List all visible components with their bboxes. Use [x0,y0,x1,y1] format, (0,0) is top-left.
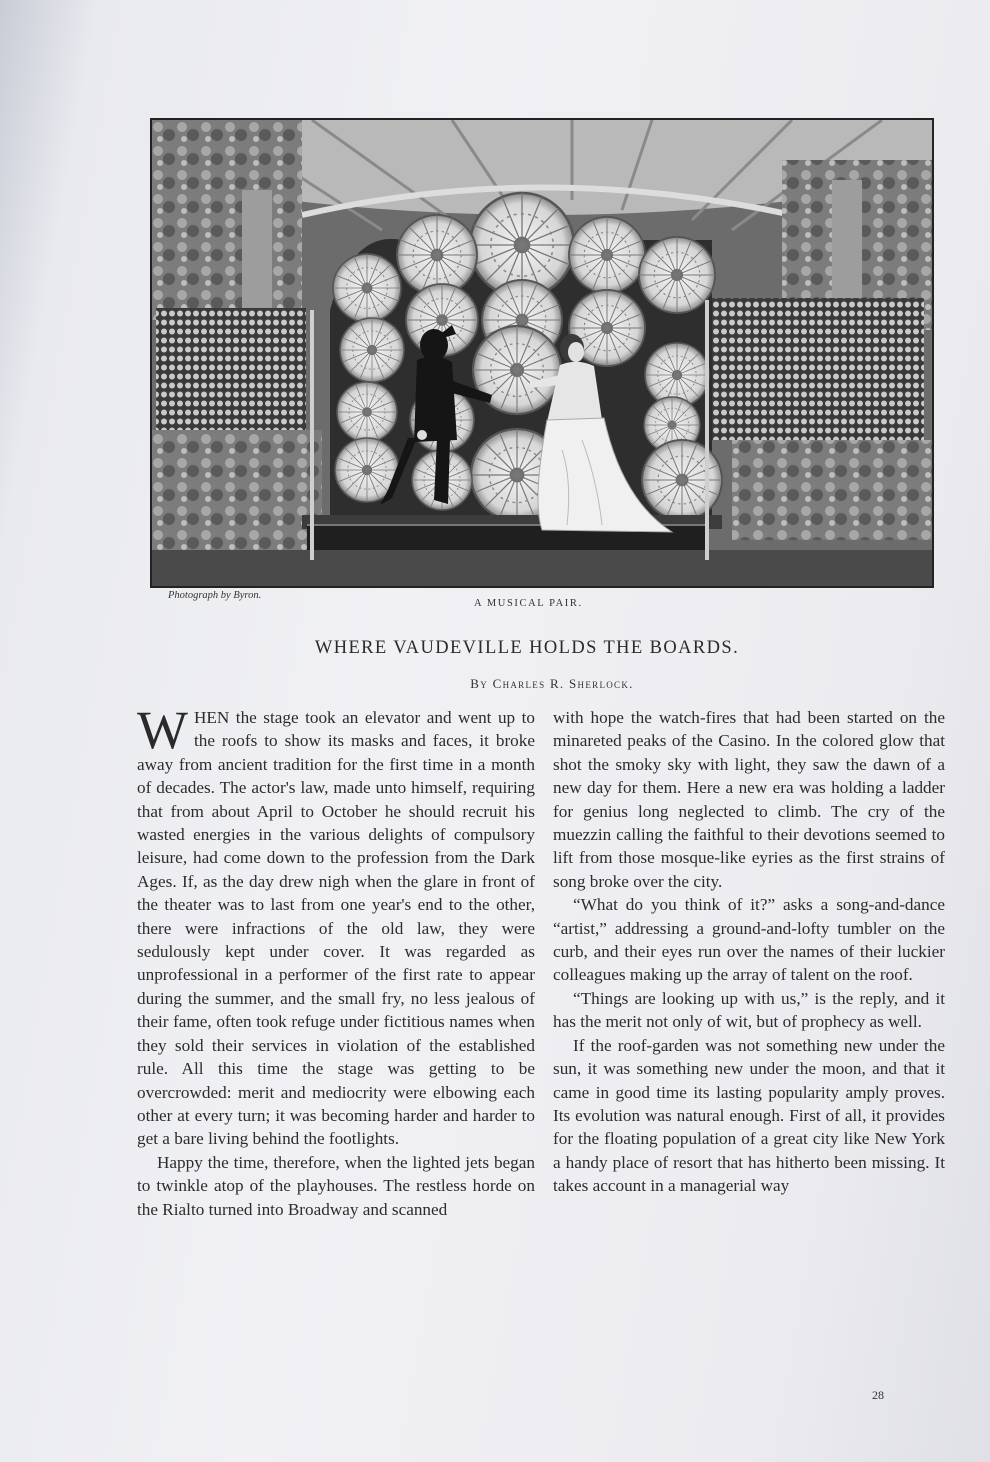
photo-plate [150,118,934,588]
photo-caption: A MUSICAL PAIR. [474,598,583,609]
article-title: WHERE VAUDEVILLE HOLDS THE BOARDS. [314,638,740,658]
paragraph: If the roof-garden was not something new under the sun, it was something new under the moon, and that it came in good time its lasting popularity amply proves. Its evolution was natural enough. First of all, it provides for the floating population of a great city like New York a handy place of resort that has hitherto been missing. It takes account in a managerial way [553,1035,945,1196]
paragraph: with hope the watch-fires that had been started on the minareted peaks of the Casino. In the colored glow that shot the smoky sky with light, they saw the dawn of a new day for them. Here a new era was holding a ladder for genius long neglected to climb. The cry of the muezzin calling the faithful to their devotions seemed to lift from those mosque-like eyries as the first strains of song broke over the city. [553,708,945,891]
drop-cap: W [137,700,188,760]
right-column [553,706,945,1198]
byline-wrap [0,676,990,692]
paragraph [137,700,535,1151]
paragraph: “Things are looking up with us,” is the reply, and it has the merit not only of wit, but of prophecy as well. [553,988,945,1032]
photo-credit: Photograph by Byron. [168,590,262,601]
page-number: 28 [872,1388,884,1402]
stage-photograph [152,120,932,586]
paragraph: Happy the time, therefore, when the lighted jets began to twinkle atop of the playhouses. The restless horde on the Rialto turned into Broadway and scanned [137,1152,535,1219]
paragraph: “What do you think of it?” asks a song-and-dance “artist,” addressing a ground-and-lofty tumbler on the curb, and their eyes run over the names of their luckier colleagues making up the array of talent on the roof. [553,895,945,985]
paragraph-text: HEN the stage took an elevator and went up to the roofs to show its masks and faces, it broke away from ancient tradition for the first time in a month of decades. The actor's law, made unto himself, requiring that from about April to October he should recruit his wasted energies in the various delights of compulsory leisure, had come down to the profession from the Dark Ages. If, as the day drew nigh when the glare in front of the theater was to last from one year's end to the other, there were infractions of the old law, they were sedulously kept under cover. It was regarded as unprofessional in a performer of the first rate to appear during the summer, and the small fry, no less jealous of their fame, often took refuge under fictitious names when they sold their services in violation of the established rule. All this time the stage was getting to be overcrowded: merit and mediocrity were elbowing each other at every turn; it was becoming harder and harder to get a bare living behind the footlights. [137,708,535,1149]
article-title-wrap [0,638,990,659]
left-column [137,700,535,1221]
article-byline: By Charles R. Sherlock. [470,676,634,691]
